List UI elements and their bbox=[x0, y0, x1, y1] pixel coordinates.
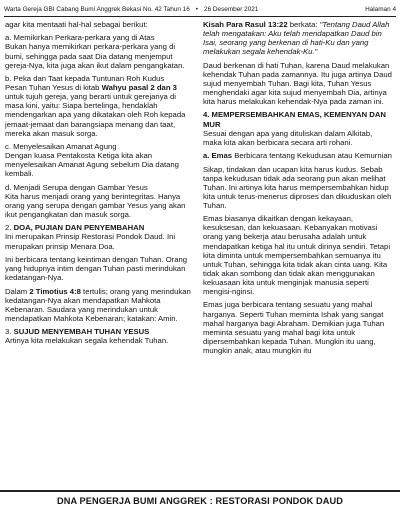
page-number: Halaman 4 bbox=[365, 5, 396, 13]
section-2-p2: Ini berbicara tentang keintiman dengan Tuhan. Orang yang hidupnya intim dengan Tuhan pasti merindukan kedatangan-Nya. bbox=[5, 254, 188, 283]
point-d-heading: d. Menjadi Serupa dengan Gambar Yesus bbox=[5, 182, 148, 192]
point-b-text-pre: Pesan Tuhan Yesus di kitab bbox=[5, 83, 102, 93]
point-b-text-post: untuk tujuh gereja, yang berarti untuk gerejanya di masa kini, yaitu: Siapa bertelinga, hendaklah mendengarkan apa yang dikatakan oleh Roh kepada jemaat-jemaat dan barangsiapa menang dan taat, mereka akan masuk sorga. bbox=[5, 92, 186, 138]
point-a-body: Bukan hanya memikirkan perkara-perkara yang di bumi, sehingga pada saat Dia datang menjemput gereja-Nya, kita juga akan ikut dalam pengangkatan. bbox=[5, 42, 185, 70]
section-3-title: SUJUD MENYEMBAH TUHAN YESUS bbox=[13, 327, 150, 337]
point-a-heading: a. Memikirkan Perkara-perkara yang di Atas bbox=[5, 33, 155, 43]
section-2-p3-pre: Dalam bbox=[5, 286, 30, 296]
section-2-title: DOA, PUJIAN DAN PENYEMBAHAN bbox=[13, 223, 145, 233]
section-3-heading bbox=[5, 327, 195, 336]
section-2-p3 bbox=[5, 287, 195, 323]
page-footer: DNA PENGERJA BUMI ANGGREK : RESTORASI PONDOK DAUD bbox=[0, 490, 400, 512]
point-c-heading: c. Menyelesaikan Amanat Agung bbox=[5, 142, 117, 152]
left-column bbox=[5, 20, 195, 350]
emas-p2: Emas biasanya dikaitkan dengan kekayaan, kesuksesan, dan kekuasaan. Kebanyakan motivasi orang yang bekerja atau berusaha adalah untuk mendapatkan ketiga hal itu untuk dirinya sendiri. Tetapi kita diminta untuk mempersembahkan semuanya itu untuk Tuhan, sehingga kita tidak akan cinta uang. Kita tidak akan sombong dan tidak akan menggunakan kekuasaan kita untuk menginjak manusia seperti mengisi-nginsi. bbox=[203, 214, 391, 297]
daud-paragraph: Daud berkenan di hati Tuhan, karena Daud melakukan kehendak Tuhan pada zamannya. Itu juga artinya Daud sujud menyembah Tuhan. Bagi kita, Tuhan Yesus menghendaki agar kita sujud menyembah Dia, artinya kita harus melakukan kehendak-Nya pada zaman ini. bbox=[203, 60, 392, 107]
point-b-body bbox=[5, 83, 195, 138]
section-3-number: 3. bbox=[5, 327, 14, 337]
page-header bbox=[4, 2, 396, 17]
header-bullet: • bbox=[195, 5, 199, 13]
point-b-heading: b. Peka dan Taat kepada Tuntunan Roh Kudus bbox=[5, 74, 165, 84]
section-3-p1: Artinya kita melakukan segala kehendak Tuhan. bbox=[5, 336, 169, 346]
section-2-number: 2. bbox=[5, 223, 14, 233]
emas-subtitle: Berbicara tentang Kekudusan atau Kemurnian bbox=[232, 151, 392, 161]
emas-p3: Emas juga berbicara tentang sesuatu yang mahal harganya. Seperti Tuhan meminta Ishak yang sangat mahal harganya bagi Abraham. Demikian juga Tuhan meminta sesuatu yang mahal bagi kita untuk dipersembahkan kepada Tuhan. Mungkin itu uang, mungkin anak, atau mungkin itu bbox=[203, 300, 385, 355]
section-2-p3-post: tertulis; orang yang merindukan kedatangan-Nya akan mendapatkan Mahkota Kebenaran. Saudara yang merindukan untuk mendapatkan Mahkota Kebenaran; katakan: Amin. bbox=[5, 286, 191, 323]
verse-ref-kisah: Kisah Para Rasul 13:22 bbox=[203, 20, 288, 29]
section-2-heading bbox=[5, 223, 195, 232]
quote-text: "Tentang Daud Allah telah mengatakan: Aku telah mendapatkan Daud bin Isai, seorang yang berkenan di hati-Ku dan yang melakukan segala kehendak-Ku." bbox=[203, 20, 390, 57]
scripture-quote bbox=[203, 20, 393, 56]
bulletin-title: Warta Gereja GBI Cabang Bumi Anggrek Bekasi No. 42 Tahun 16 bbox=[4, 5, 190, 13]
emas-label: a. Emas bbox=[203, 151, 233, 161]
section-4-intro: Sesuai dengan apa yang dituliskan dalam Alkitab, maka kita akan berbicara secara arti rohani. bbox=[203, 128, 373, 147]
point-d-body: Kita harus menjadi orang yang berintegritas. Hanya orang yang serupa dengan gambar Yesus yang akan ikut pengangkatan dan masuk sorga. bbox=[5, 191, 186, 219]
right-column bbox=[203, 20, 393, 359]
bulletin-date: 26 Desember 2021 bbox=[204, 5, 259, 13]
emas-heading bbox=[203, 151, 393, 160]
point-c-body: Dengan kuasa Pentakosta Ketiga kita akan menyelesaikan Amanat Agung sebelum Dia datang kembali. bbox=[5, 151, 179, 179]
verse-ref-timotius: 2 Timotius 4:8 bbox=[29, 286, 81, 296]
verse-ref-wahyu: Wahyu pasal 2 dan 3 bbox=[101, 83, 177, 93]
intro-line: agar kita mentaati hal-hal sebagai berikut: bbox=[5, 20, 148, 29]
quote-intro: berkata: bbox=[287, 20, 320, 29]
section-2-p1: Ini merupakan Prinsip Restorasi Pondok Daud. Ini merupakan prinsip Menara Doa. bbox=[5, 232, 176, 251]
section-4-heading: 4. MEMPERSEMBAHKAN EMAS, KEMENYAN DAN MUR bbox=[203, 110, 386, 129]
emas-p1: Sikap, tindakan dan ucapan kita harus kudus. Sebab tanpa kekudusan tidak ada seorang pun akan melihat Tuhan. Ini artinya kita harus mempersembahkan hidup kita untuk terus-menerus diproses dan dikuduskan oleh Tuhan. bbox=[203, 164, 392, 210]
